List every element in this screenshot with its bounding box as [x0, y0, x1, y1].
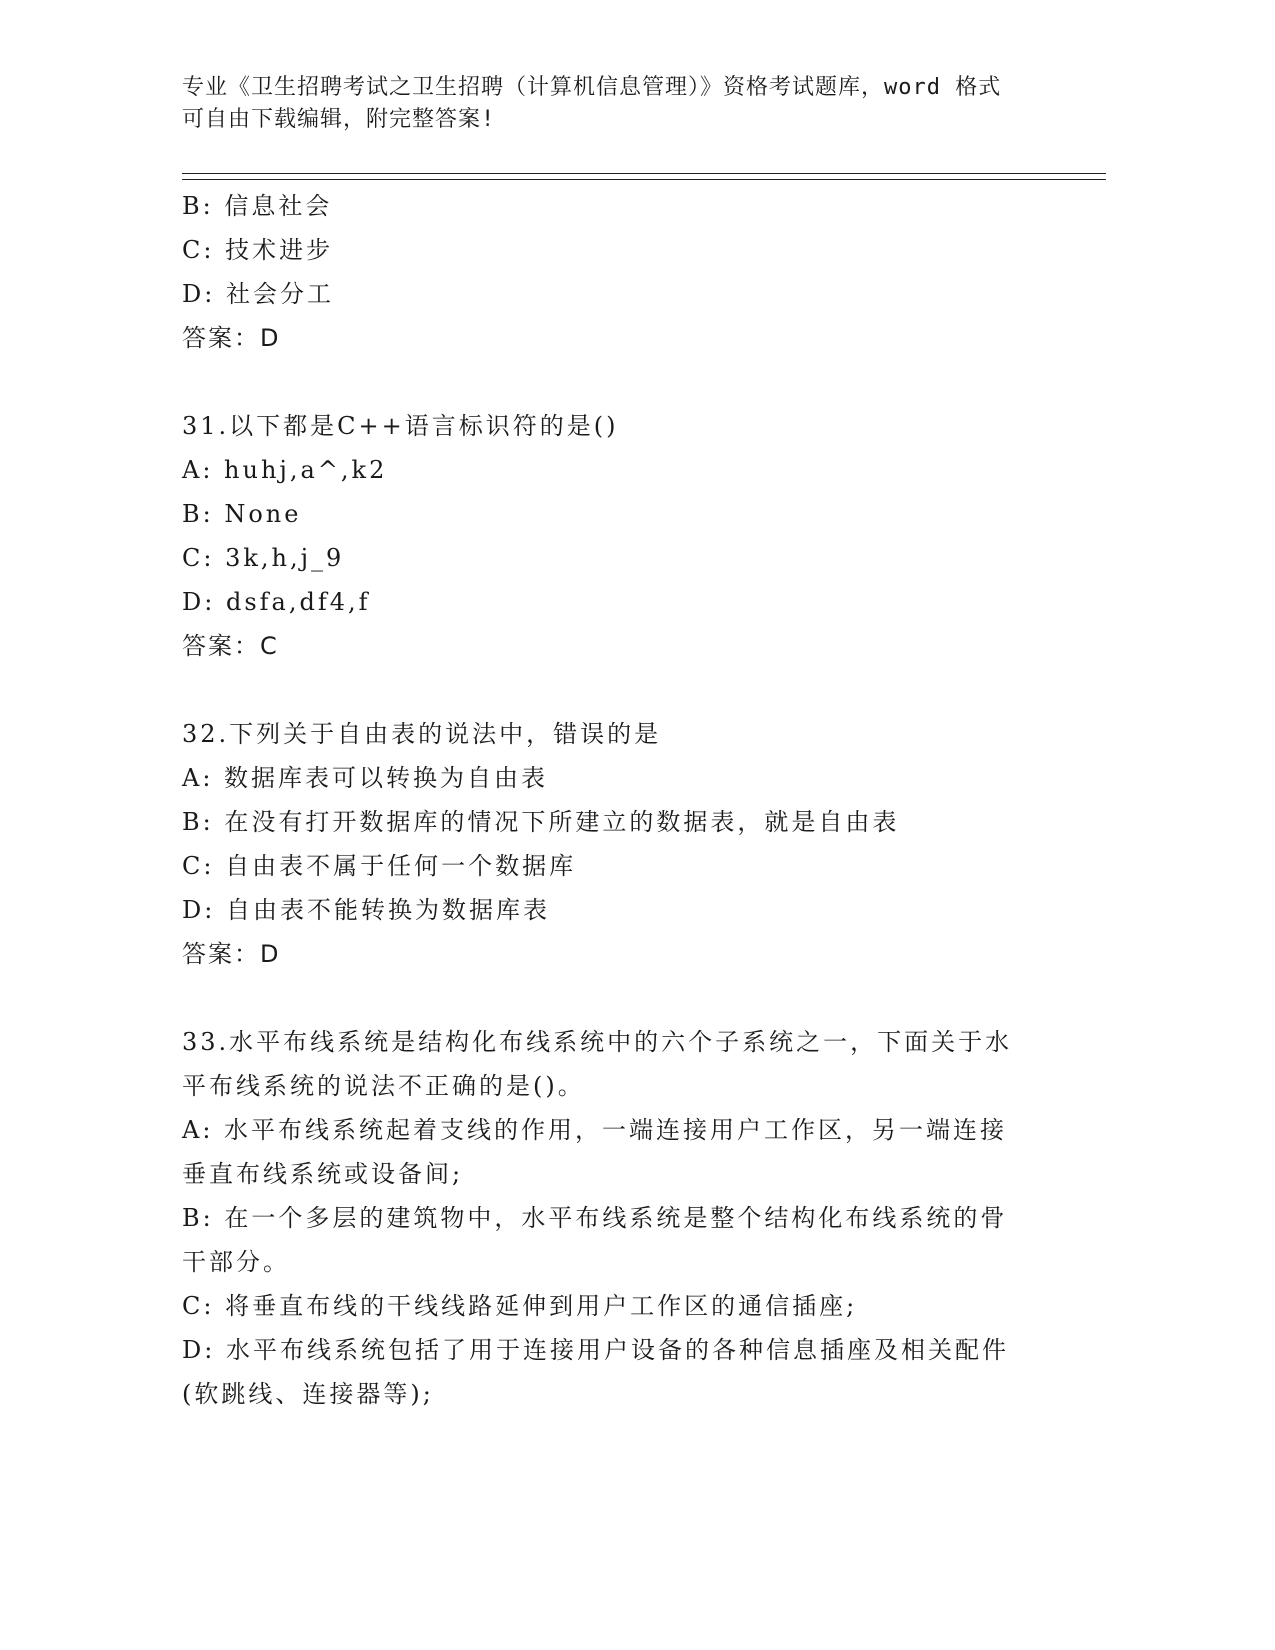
question-32 [182, 712, 1042, 976]
option-a: A: huhj,a^,k2 [182, 456, 388, 484]
option-b-line-2: 干部分。 [182, 1248, 290, 1276]
question-33 [182, 1020, 1042, 1416]
answer-line: 答案：C [182, 632, 279, 660]
answer-line: 答案：D [182, 940, 281, 968]
option-d-line-1: D: 水平布线系统包括了用于连接用户设备的各种信息插座及相关配件 [182, 1336, 1009, 1364]
answer-line: 答案：D [182, 324, 281, 352]
question-stem: 31.以下都是C++语言标识符的是() [182, 412, 619, 440]
option-d: D: 自由表不能转换为数据库表 [182, 896, 550, 924]
question-list [182, 184, 1042, 1416]
question-30-continued [182, 184, 1042, 360]
question-31 [182, 404, 1042, 668]
header-line-2: 可自由下载编辑，附完整答案! [182, 107, 496, 132]
option-b: B: 在没有打开数据库的情况下所建立的数据表，就是自由表 [182, 808, 900, 836]
option-a: A: 数据库表可以转换为自由表 [182, 764, 549, 792]
option-a-line-2: 垂直布线系统或设备间; [182, 1160, 464, 1188]
header-rule-bottom [182, 179, 1106, 180]
spacer [182, 976, 1042, 1020]
question-stem-line-2: 平布线系统的说法不正确的是()。 [182, 1072, 585, 1100]
option-b-line-1: B: 在一个多层的建筑物中，水平布线系统是整个结构化布线系统的骨 [182, 1204, 1008, 1232]
option-d-line-2: (软跳线、连接器等); [182, 1380, 434, 1408]
option-c: C: 自由表不属于任何一个数据库 [182, 852, 577, 880]
option-a-line-1: A: 水平布线系统起着支线的作用，一端连接用户工作区，另一端连接 [182, 1116, 1008, 1144]
question-stem: 32.下列关于自由表的说法中，错误的是 [182, 720, 662, 748]
header-rule-top [182, 173, 1106, 174]
document-header [182, 72, 1062, 136]
option-c: C: 技术进步 [182, 236, 334, 264]
option-b: B: 信息社会 [182, 192, 333, 220]
header-line-1: 专业《卫生招聘考试之卫生招聘（计算机信息管理）》资格考试题库，word 格式 [182, 75, 1002, 100]
option-c: C: 3k,h,j_9 [182, 544, 345, 572]
spacer [182, 360, 1042, 404]
spacer [182, 668, 1042, 712]
option-d: D: 社会分工 [182, 280, 334, 308]
option-d: D: dsfa,df4,f [182, 588, 371, 616]
question-stem-line-1: 33.水平布线系统是结构化布线系统中的六个子系统之一，下面关于水 [182, 1028, 1013, 1056]
option-b: B: None [182, 500, 302, 528]
option-c: C: 将垂直布线的干线线路延伸到用户工作区的通信插座; [182, 1292, 858, 1320]
